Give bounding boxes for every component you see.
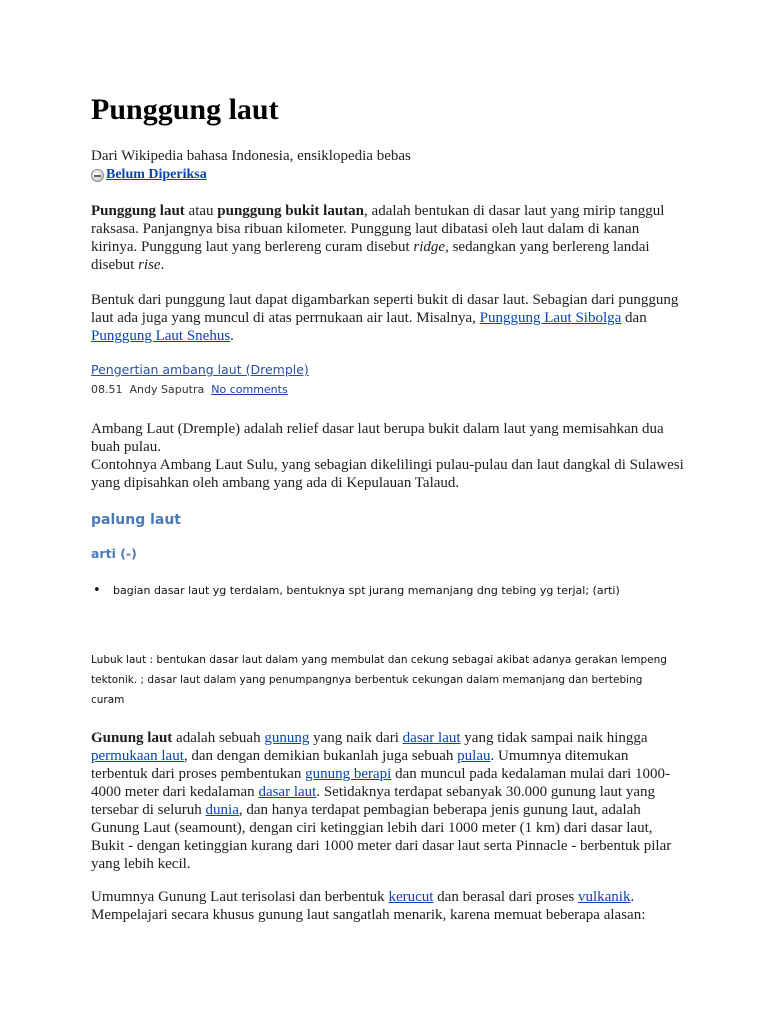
review-status	[91, 165, 207, 185]
link-dasar-laut-2[interactable]: dasar laut	[258, 784, 317, 800]
post-author: Andy Saputra	[129, 383, 205, 396]
post-title-link[interactable]: Pengertian ambang laut (Dremple)	[91, 362, 309, 377]
text: dan berasal dari proses	[433, 889, 578, 905]
text: dan	[621, 310, 647, 326]
intro-paragraph	[91, 202, 686, 274]
ambang-laut-paragraph	[91, 420, 686, 492]
term-gunung-laut: Gunung laut	[91, 730, 173, 746]
link-permukaan-laut[interactable]: permukaan laut	[91, 748, 184, 764]
post-meta	[91, 382, 288, 398]
text: .	[160, 257, 165, 273]
text: , adalah bentukan di dasar laut yang mirip tanggul raksasa. Panjangnya bisa ribuan kilometer. Punggung laut dibatasi oleh laut dalam di kanan kirinya. Punggung laut yang berlereng curam disebut	[91, 203, 665, 255]
text: dan muncul pada kedalaman mulai dari 1000-4000 meter dari kedalaman	[91, 766, 671, 800]
link-kerucut[interactable]: kerucut	[388, 889, 434, 905]
text: yang tidak sampai naik hingga	[460, 730, 648, 746]
term-punggung-bukit-lautan: punggung bukit lautan	[217, 203, 365, 219]
arti-heading: arti (-)	[91, 546, 137, 561]
text: .	[230, 328, 234, 344]
palung-laut-heading: palung laut	[91, 512, 182, 528]
text: yang naik dari	[309, 730, 403, 746]
text: .	[630, 889, 635, 905]
text: atau	[184, 203, 218, 219]
text: adalah sebuah	[172, 730, 265, 746]
link-dasar-laut[interactable]: dasar laut	[402, 730, 461, 746]
text: . Setidaknya terdapat sebanyak 30.000 gunung laut yang tersebar di seluruh	[91, 784, 655, 818]
ambang-line-1: Ambang Laut (Dremple) adalah relief dasar laut berupa bukit dalam laut yang memisahkan dua buah pulau.	[91, 421, 664, 455]
post-time: 08.51	[91, 383, 123, 396]
text: , dan hanya terdapat pembagian beberapa jenis gunung laut, adalah Gunung Laut (seamount), dengan ciri ketinggian lebih dari 1000 meter (1 km) dari dasar laut, Bukit - dengan ketinggian kurang dari 1000 meter dari dasar laut serta Pinnacle - berbentuk pilar yang lebih kecil.	[91, 802, 672, 872]
lubuk-laut-paragraph: Lubuk laut : bentukan dasar laut dalam yang membulat dan cekung sebagai akibat adanya gerakan lempeng tektonik. ; dasar laut dalam yang penumpangnya berbentuk cekungan dalam memanjang dan bertebing curam	[91, 654, 667, 706]
link-gunung[interactable]: gunung	[264, 730, 310, 746]
ambang-line-2: Contohnya Ambang Laut Sulu, yang sebagian dikelilingi pulau-pulau dan laut dangkal di Sulawesi yang dipisahkan oleh ambang yang ada di Kepulauan Talaud.	[91, 457, 684, 491]
list-item: • bagian dasar laut yg terdalam, bentuknya spt jurang memanjang dng tebing yg terjal; (arti)	[113, 582, 620, 600]
text: Umumnya Gunung Laut terisolasi dan berbentuk	[91, 889, 389, 905]
review-status-link[interactable]: Belum Diperiksa	[106, 167, 207, 182]
text: . Umumnya ditemukan terbentuk dari proses pembentukan	[91, 748, 629, 782]
page-title: Punggung laut	[91, 93, 279, 126]
link-vulkanik[interactable]: vulkanik	[577, 889, 631, 905]
unreviewed-icon	[91, 169, 104, 182]
link-pulau[interactable]: pulau	[457, 748, 491, 764]
link-gunung-berapi[interactable]: gunung berapi	[305, 766, 392, 782]
text: , sedangkan yang berlereng landai disebut	[91, 239, 650, 273]
term-punggung-laut: Punggung laut	[91, 203, 185, 219]
link-dunia[interactable]: dunia	[205, 802, 239, 818]
term-rise: rise	[138, 257, 161, 273]
text: Mempelajari secara khusus gunung laut sangatlah menarik, karena memuat beberapa alasan:	[91, 907, 646, 923]
link-punggung-laut-snehus[interactable]: Punggung Laut Snehus	[91, 328, 231, 344]
article-subtitle: Dari Wikipedia bahasa Indonesia, ensiklopedia bebas	[91, 148, 411, 164]
gunung-laut-paragraph	[91, 729, 686, 873]
text: , dan dengan demikian bukanlah juga sebuah	[183, 748, 458, 764]
comments-link[interactable]: No comments	[211, 383, 288, 396]
text: Bentuk dari punggung laut dapat digambarkan seperti bukit di dasar laut. Sebagian dari punggung laut ada juga yang muncul di atas perrnukaan air laut. Misalnya,	[91, 292, 679, 326]
examples-paragraph	[91, 291, 686, 345]
link-punggung-laut-sibolga[interactable]: Punggung Laut Sibolga	[479, 310, 622, 326]
term-ridge: ridge	[413, 239, 446, 255]
gunung-laut-paragraph-2	[91, 888, 686, 924]
